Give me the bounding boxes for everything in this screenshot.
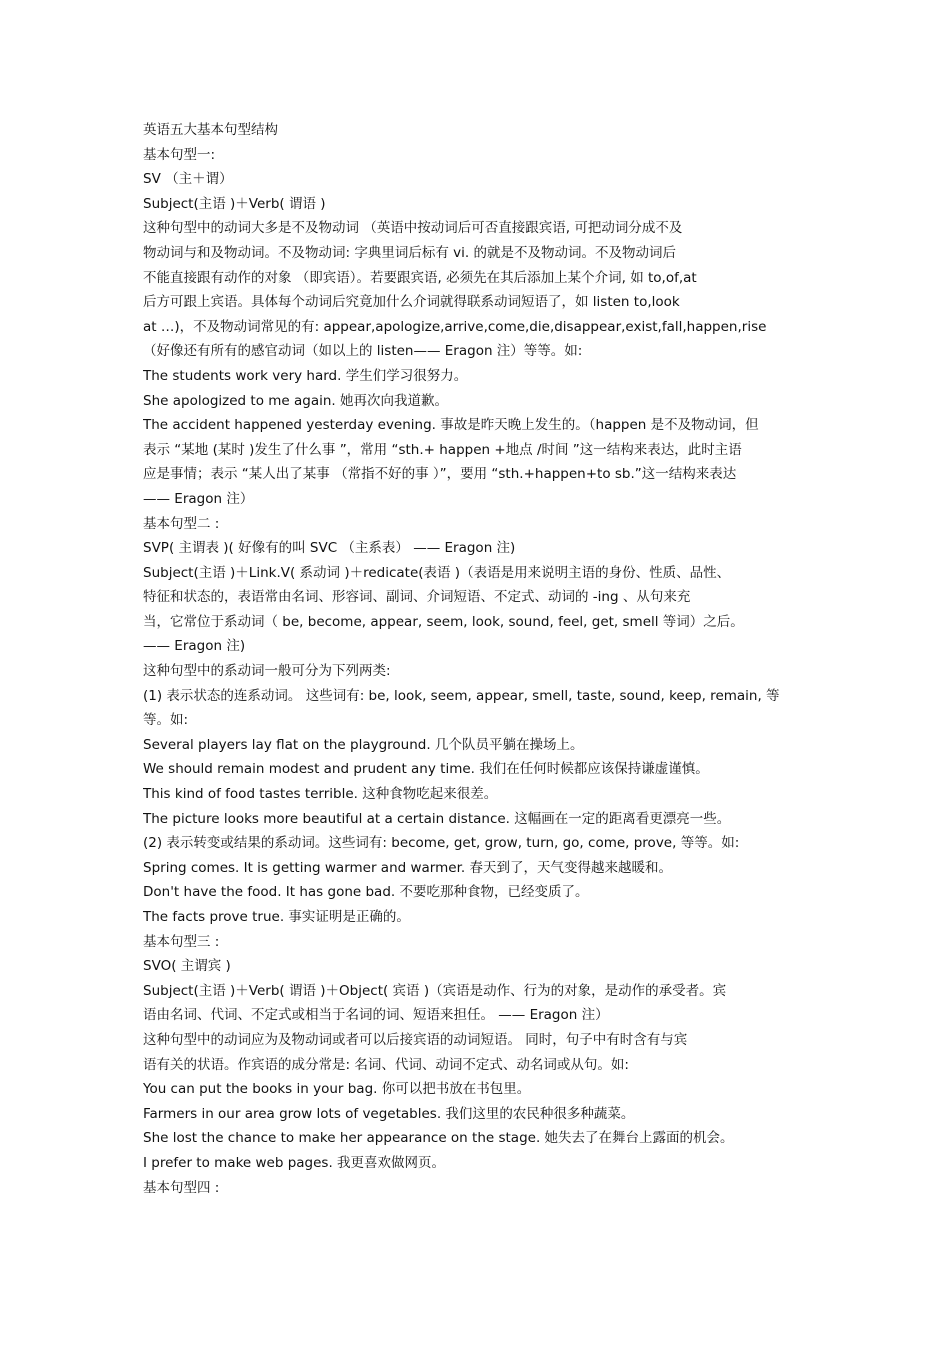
pattern-formula: SVO( 主谓宾 )	[143, 958, 231, 975]
example-sentence: The students work very hard. 学生们学习很努力。	[143, 367, 468, 384]
section-heading: 基本句型一:	[143, 146, 216, 163]
example-sentence: The picture looks more beautiful at a certain distance. 这幅画在一定的距离看更漂亮一些。	[143, 810, 731, 827]
paragraph-line: —— Eragon 注）	[143, 490, 254, 507]
paragraph-line: 语由名词、代词、不定式或相当于名词的词、短语来担任。 —— Eragon 注）	[143, 1007, 609, 1024]
pattern-structure: Subject(主语 )＋Verb( 谓语 )＋Object( 宾语 )（宾语是动作、行为的对象，是动作的承受者。宾	[143, 982, 727, 999]
example-sentence: We should remain modest and prudent any time. 我们在任何时候都应该保持谦虚谨慎。	[143, 761, 709, 778]
example-sentence: Several players lay flat on the playground. 几个队员平躺在操场上。	[143, 736, 584, 753]
section-heading: 基本句型三 :	[143, 933, 220, 950]
paragraph-line: （好像还有所有的感官动词（如以上的 listen—— Eragon 注）等等。如:	[143, 343, 583, 360]
paragraph-line: 这种句型中的动词大多是不及物动词 （英语中按动词后可否直接跟宾语, 可把动词分成不及	[143, 220, 683, 237]
document-body	[143, 118, 808, 1200]
pattern-formula: SVP( 主谓表 )( 好像有的叫 SVC （主系表） —— Eragon 注)	[143, 540, 516, 557]
list-item: (2) 表示转变或结果的系动词。这些词有: become, get, grow, turn, go, come, prove, 等等。如:	[143, 835, 740, 852]
example-sentence: She lost the chance to make her appearance on the stage. 她失去了在舞台上露面的机会。	[143, 1130, 734, 1147]
pattern-structure: Subject(主语 )＋Verb( 谓语 )	[143, 195, 326, 212]
example-sentence: Farmers in our area grow lots of vegetables. 我们这里的农民种很多种蔬菜。	[143, 1105, 635, 1122]
paragraph-line: 应是事情；表示 “某人出了某事 （常指不好的事 ）”，要用 “sth.+happen+to sb.”这一结构来表达	[143, 466, 737, 483]
pattern-structure: Subject(主语 )＋Link.V( 系动词 )＋redicate(表语 )（表语是用来说明主语的身份、性质、品性、	[143, 564, 731, 581]
list-item: (1) 表示状态的连系动词。 这些词有: be, look, seem, appear, smell, taste, sound, keep, remain, 等	[143, 687, 780, 704]
example-sentence: She apologized to me again. 她再次向我道歉。	[143, 392, 449, 409]
paragraph-line: 语有关的状语。作宾语的成分常是: 名词、代词、动词不定式、动名词或从句。如:	[143, 1056, 629, 1073]
paragraph-line: 表示 “某地 (某时 )发生了什么事 ”，常用 “sth.+ happen +地点 /时间 ”这一结构来表达，此时主语	[143, 441, 742, 458]
paragraph-line: 特征和状态的，表语常由名词、形容词、副词、介词短语、不定式、动词的 -ing 、从句来充	[143, 589, 691, 606]
section-heading: 基本句型四 :	[143, 1179, 220, 1196]
example-sentence: The facts prove true. 事实证明是正确的。	[143, 909, 410, 925]
paragraph-line: 这种句型中的动词应为及物动词或者可以后接宾语的动词短语。 同时，句子中有时含有与宾	[143, 1031, 688, 1048]
paragraph-line: 后方可跟上宾语。具体每个动词后究竟加什么介词就得联系动词短语了，如 listen to,look	[143, 294, 680, 311]
section-heading: 基本句型二 :	[143, 515, 220, 532]
paragraph-line: 等。如:	[143, 712, 189, 729]
example-sentence: Spring comes. It is getting warmer and warmer. 春天到了，天气变得越来越暖和。	[143, 859, 672, 876]
paragraph-line: —— Eragon 注)	[143, 638, 246, 655]
paragraph-line: 不能直接跟有动作的对象 （即宾语）。若要跟宾语, 必须先在其后添加上某个介词, 如 to,of,at	[143, 269, 697, 286]
example-sentence: This kind of food tastes terrible. 这种食物吃起来很差。	[143, 786, 498, 803]
pattern-formula: SV （主＋谓）	[143, 171, 233, 188]
example-sentence: Don't have the food. It has gone bad. 不要吃那种食物，已经变质了。	[143, 884, 589, 901]
document-title: 英语五大基本句型结构	[143, 122, 278, 138]
example-sentence: The accident happened yesterday evening. 事故是昨天晚上发生的。（happen 是不及物动词，但	[143, 417, 759, 434]
paragraph-line: at …)，不及物动词常见的有: appear,apologize,arrive,come,die,disappear,exist,fall,happen,rise	[143, 318, 767, 335]
example-sentence: I prefer to make web pages. 我更喜欢做网页。	[143, 1154, 446, 1171]
paragraph-line: 当，它常位于系动词（ be, become, appear, seem, look, sound, feel, get, smell 等词）之后。	[143, 613, 744, 630]
example-sentence: You can put the books in your bag. 你可以把书放在书包里。	[143, 1081, 531, 1098]
paragraph-line: 物动词与和及物动词。不及物动词: 字典里词后标有 vi. 的就是不及物动词。不及物动词后	[143, 244, 676, 261]
paragraph-line: 这种句型中的系动词一般可分为下列两类:	[143, 663, 391, 680]
